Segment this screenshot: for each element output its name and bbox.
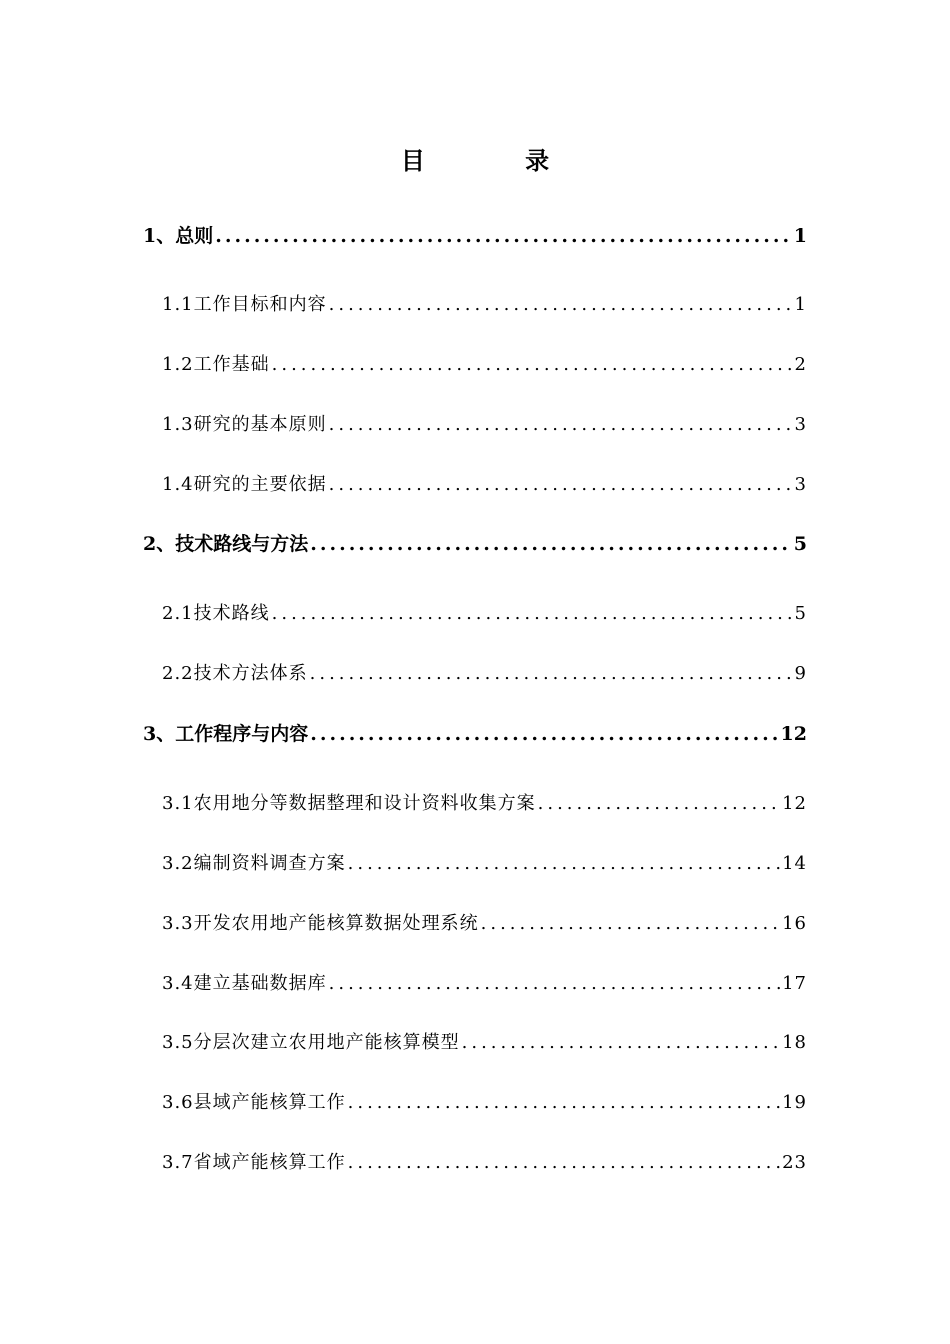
toc-entry-3-4[interactable] — [162, 969, 807, 999]
toc-entry-page: 17 — [782, 973, 807, 994]
toc-entry-text: 3、工作程序与内容 — [143, 723, 309, 745]
toc-entry-1-1[interactable] — [162, 290, 807, 320]
toc-dot-leader — [348, 849, 780, 879]
toc-entry-3[interactable] — [143, 719, 807, 749]
toc-dot-leader — [329, 470, 793, 500]
toc-entry-page: 12 — [780, 723, 807, 745]
toc-entry-page: 1 — [794, 294, 807, 315]
toc-entry-3-7[interactable] — [162, 1148, 807, 1178]
toc-entry-text: 2.2技术方法体系 — [162, 663, 308, 684]
toc-entry-page: 5 — [793, 533, 807, 555]
toc-entry-page: 18 — [782, 1032, 807, 1053]
toc-dot-leader — [215, 221, 792, 251]
toc-entry-page: 2 — [794, 354, 807, 375]
toc-dot-leader — [310, 719, 778, 749]
toc-entry-3-3[interactable] — [162, 909, 807, 939]
toc-entry-page: 19 — [782, 1092, 807, 1113]
toc-dot-leader — [310, 659, 793, 689]
toc-entry-text: 3.5分层次建立农用地产能核算模型 — [162, 1032, 460, 1053]
toc-dot-leader — [310, 529, 792, 559]
toc-entry-text: 2、技术路线与方法 — [143, 533, 309, 555]
toc-entry-page: 3 — [794, 414, 807, 435]
toc-entry-text: 1、总则 — [143, 225, 214, 247]
toc-dot-leader — [329, 969, 780, 999]
toc-entry-text: 3.6县域产能核算工作 — [162, 1092, 346, 1113]
toc-entry-text: 3.1农用地分等数据整理和设计资料收集方案 — [162, 793, 536, 814]
toc-entry-page: 16 — [782, 913, 807, 934]
toc-title: 目 录 — [400, 146, 596, 175]
toc-entry-text: 1.2工作基础 — [162, 354, 270, 375]
toc-entry-3-2[interactable] — [162, 849, 807, 879]
toc-dot-leader — [329, 410, 793, 440]
toc-entry-text: 2.1技术路线 — [162, 603, 270, 624]
toc-entry-3-6[interactable] — [162, 1088, 807, 1118]
toc-entry-page: 9 — [794, 663, 807, 684]
toc-entry-text: 3.2编制资料调查方案 — [162, 853, 346, 874]
toc-entry-page: 14 — [782, 853, 807, 874]
toc-entry-1-3[interactable] — [162, 410, 807, 440]
toc-dot-leader — [272, 599, 793, 629]
toc-entry-text: 3.3开发农用地产能核算数据处理系统 — [162, 913, 479, 934]
toc-entry-text: 3.4建立基础数据库 — [162, 973, 327, 994]
toc-dot-leader — [348, 1088, 780, 1118]
toc-entry-1[interactable] — [143, 221, 807, 251]
toc-entry-2-2[interactable] — [162, 659, 807, 689]
toc-entry-page: 12 — [782, 793, 807, 814]
toc-dot-leader — [538, 789, 780, 819]
toc-dot-leader — [272, 350, 793, 380]
toc-entry-2[interactable] — [143, 529, 807, 559]
toc-entry-1-2[interactable] — [162, 350, 807, 380]
toc-entry-2-1[interactable] — [162, 599, 807, 629]
toc-dot-leader — [348, 1148, 780, 1178]
toc-entry-page: 3 — [794, 474, 807, 495]
toc-entry-text: 1.3研究的基本原则 — [162, 414, 327, 435]
toc-dot-leader — [329, 290, 793, 320]
toc-entry-text: 3.7省域产能核算工作 — [162, 1152, 346, 1173]
toc-entry-page: 5 — [794, 603, 807, 624]
toc-entry-text: 1.1工作目标和内容 — [162, 294, 327, 315]
toc-entry-page: 1 — [793, 225, 807, 247]
toc-entry-1-4[interactable] — [162, 470, 807, 500]
toc-entry-3-5[interactable] — [162, 1028, 807, 1058]
toc-entry-text: 1.4研究的主要依据 — [162, 474, 327, 495]
toc-entry-page: 23 — [782, 1152, 807, 1173]
toc-entry-3-1[interactable] — [162, 789, 807, 819]
toc-dot-leader — [462, 1028, 780, 1058]
toc-dot-leader — [481, 909, 780, 939]
